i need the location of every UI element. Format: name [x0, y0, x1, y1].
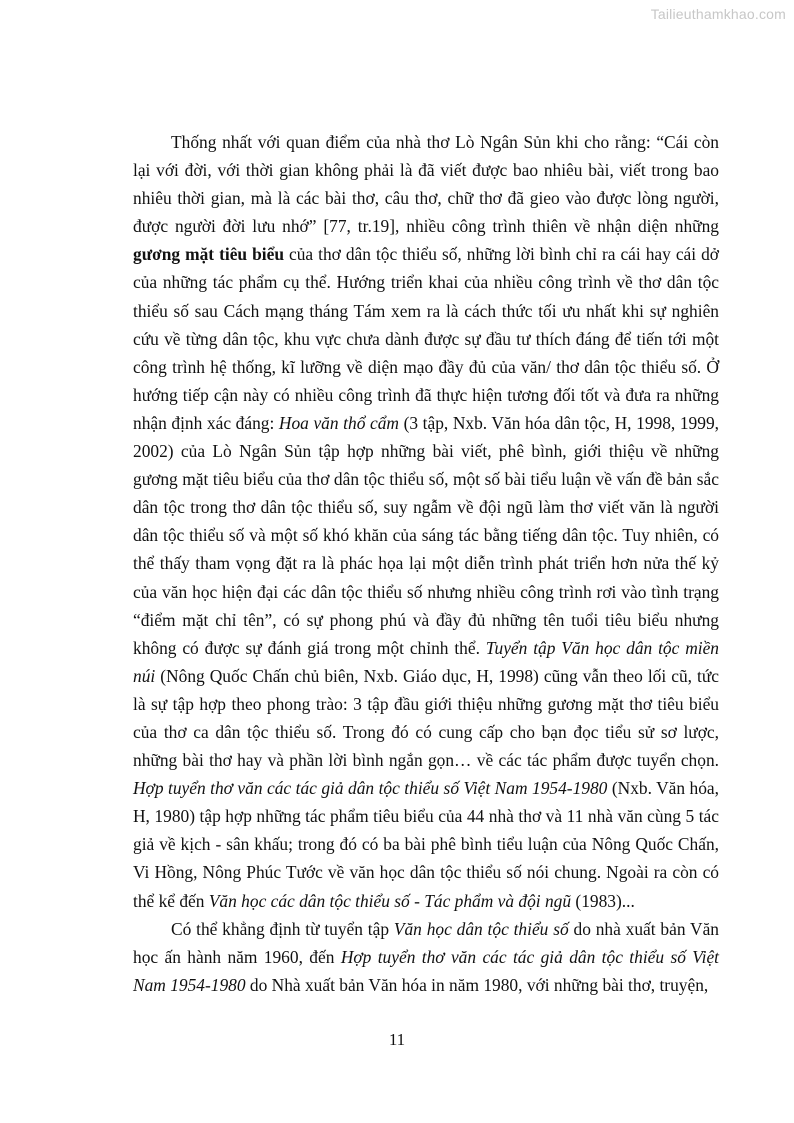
page-body: [133, 128, 719, 999]
text-run: (3 tập, Nxb. Văn hóa dân tộc, H, 1998, 1999, 2002) của Lò Ngân Sủn tập hợp những bài viết, phê bình, giới thiệu về những gương mặt tiêu biểu của thơ dân tộc thiểu số, một số bài tiểu luận về vấn đề bản sắc dân tộc trong thơ dân tộc thiểu số, suy ngẫm về đội ngũ làm thơ viết văn là người dân tộc thiểu số và một số khó khăn của sáng tác bằng tiếng dân tộc. Tuy nhiên, có thể thấy tham vọng đặt ra là phác họa lại một diễn trình phát triển hơn nửa thế kỷ của văn học hiện đại các dân tộc thiểu số nhưng nhiều công trình rơi vào tình trạng “điểm mặt chỉ tên”, có sự phong phú và đầy đủ những tên tuổi tiêu biểu nhưng không có được sự đánh giá trong một chỉnh thể.: [133, 412, 719, 658]
text-run: do nhà xuất bản Văn học ấn hành năm 1960, đến: [133, 918, 719, 967]
book-title: Tuyển tập Văn học dân tộc miền núi: [133, 637, 719, 686]
text-run: Có thể khẳng định từ tuyển tập: [171, 918, 394, 939]
book-title: Văn học các dân tộc thiểu số - Tác phẩm và đội ngũ: [208, 890, 572, 911]
book-title: Văn học dân tộc thiểu số: [393, 918, 569, 939]
text-run: của thơ dân tộc thiểu số, những lời bình chỉ ra cái hay cái dở của những tác phẩm cụ thể. Hướng triển khai của nhiều công trình về thơ dân tộc thiểu số sau Cách mạng tháng Tám xem ra là cách thức tối ưu nhất khi sự nghiên cứu về từng dân tộc, khu vực chưa dành được sự đầu tư thích đáng để tiến tới một công trình hệ thống, kĩ lưỡng về diện mạo đầy đủ của văn/ thơ dân tộc thiểu số. Ở hướng tiếp cận này có nhiều công trình đã thực hiện tương đối tốt và đưa ra những nhận định xác đáng:: [133, 244, 719, 433]
book-title: Hoa văn thổ cẩm: [278, 412, 399, 433]
book-title: Hợp tuyển thơ văn các tác giả dân tộc thiểu số Việt Nam 1954-1980: [133, 778, 608, 799]
paragraph: [133, 915, 719, 999]
text-run: Thống nhất với quan điểm của nhà thơ Lò Ngân Sủn khi cho rằng: “Cái còn lại với đời, với thời gian không phải là đã viết được bao nhiêu bài, viết trong bao nhiêu thời gian, mà là các bài thơ, câu thơ, chữ thơ đã gieo vào được lòng người, được người đời lưu nhớ” [77, tr.19], nhiều công trình thiên về nhận diện những: [133, 132, 719, 237]
book-title: Hợp tuyển thơ văn các tác giả dân tộc thiểu số Việt Nam 1954-1980: [133, 946, 720, 995]
watermark-text: Tailieuthamkhao.com: [650, 6, 786, 22]
bold-text: gương mặt tiêu biểu: [133, 244, 284, 265]
text-run: (Nxb. Văn hóa, H, 1980) tập hợp những tác phẩm tiêu biểu của 44 nhà thơ và 11 nhà văn cùng 5 tác giả về kịch - sân khấu; trong đó có ba bài phê bình tiểu luận của Nông Quốc Chấn, Vi Hồng, Nông Phúc Tước về văn học dân tộc thiểu số nói chung. Ngoài ra còn có thể kể đến: [133, 778, 720, 911]
page-number: 11: [388, 1030, 406, 1049]
text-run: (Nông Quốc Chấn chủ biên, Nxb. Giáo dục, H, 1998) cũng vẫn theo lối cũ, tức là sự tập hợp theo phong trào: 3 tập đầu giới thiệu những gương mặt thơ tiêu biểu của thơ ca dân tộc thiểu số. Trong đó có cung cấp cho bạn đọc tiểu sử sơ lược, những bài thơ hay và phần lời bình ngắn gọn… về các tác phẩm được tuyển chọn.: [133, 665, 719, 771]
text-run: (1983)...: [571, 890, 635, 911]
text-run: do Nhà xuất bản Văn hóa in năm 1980, với những bài thơ, truyện,: [245, 974, 709, 995]
paragraph: [133, 128, 719, 915]
